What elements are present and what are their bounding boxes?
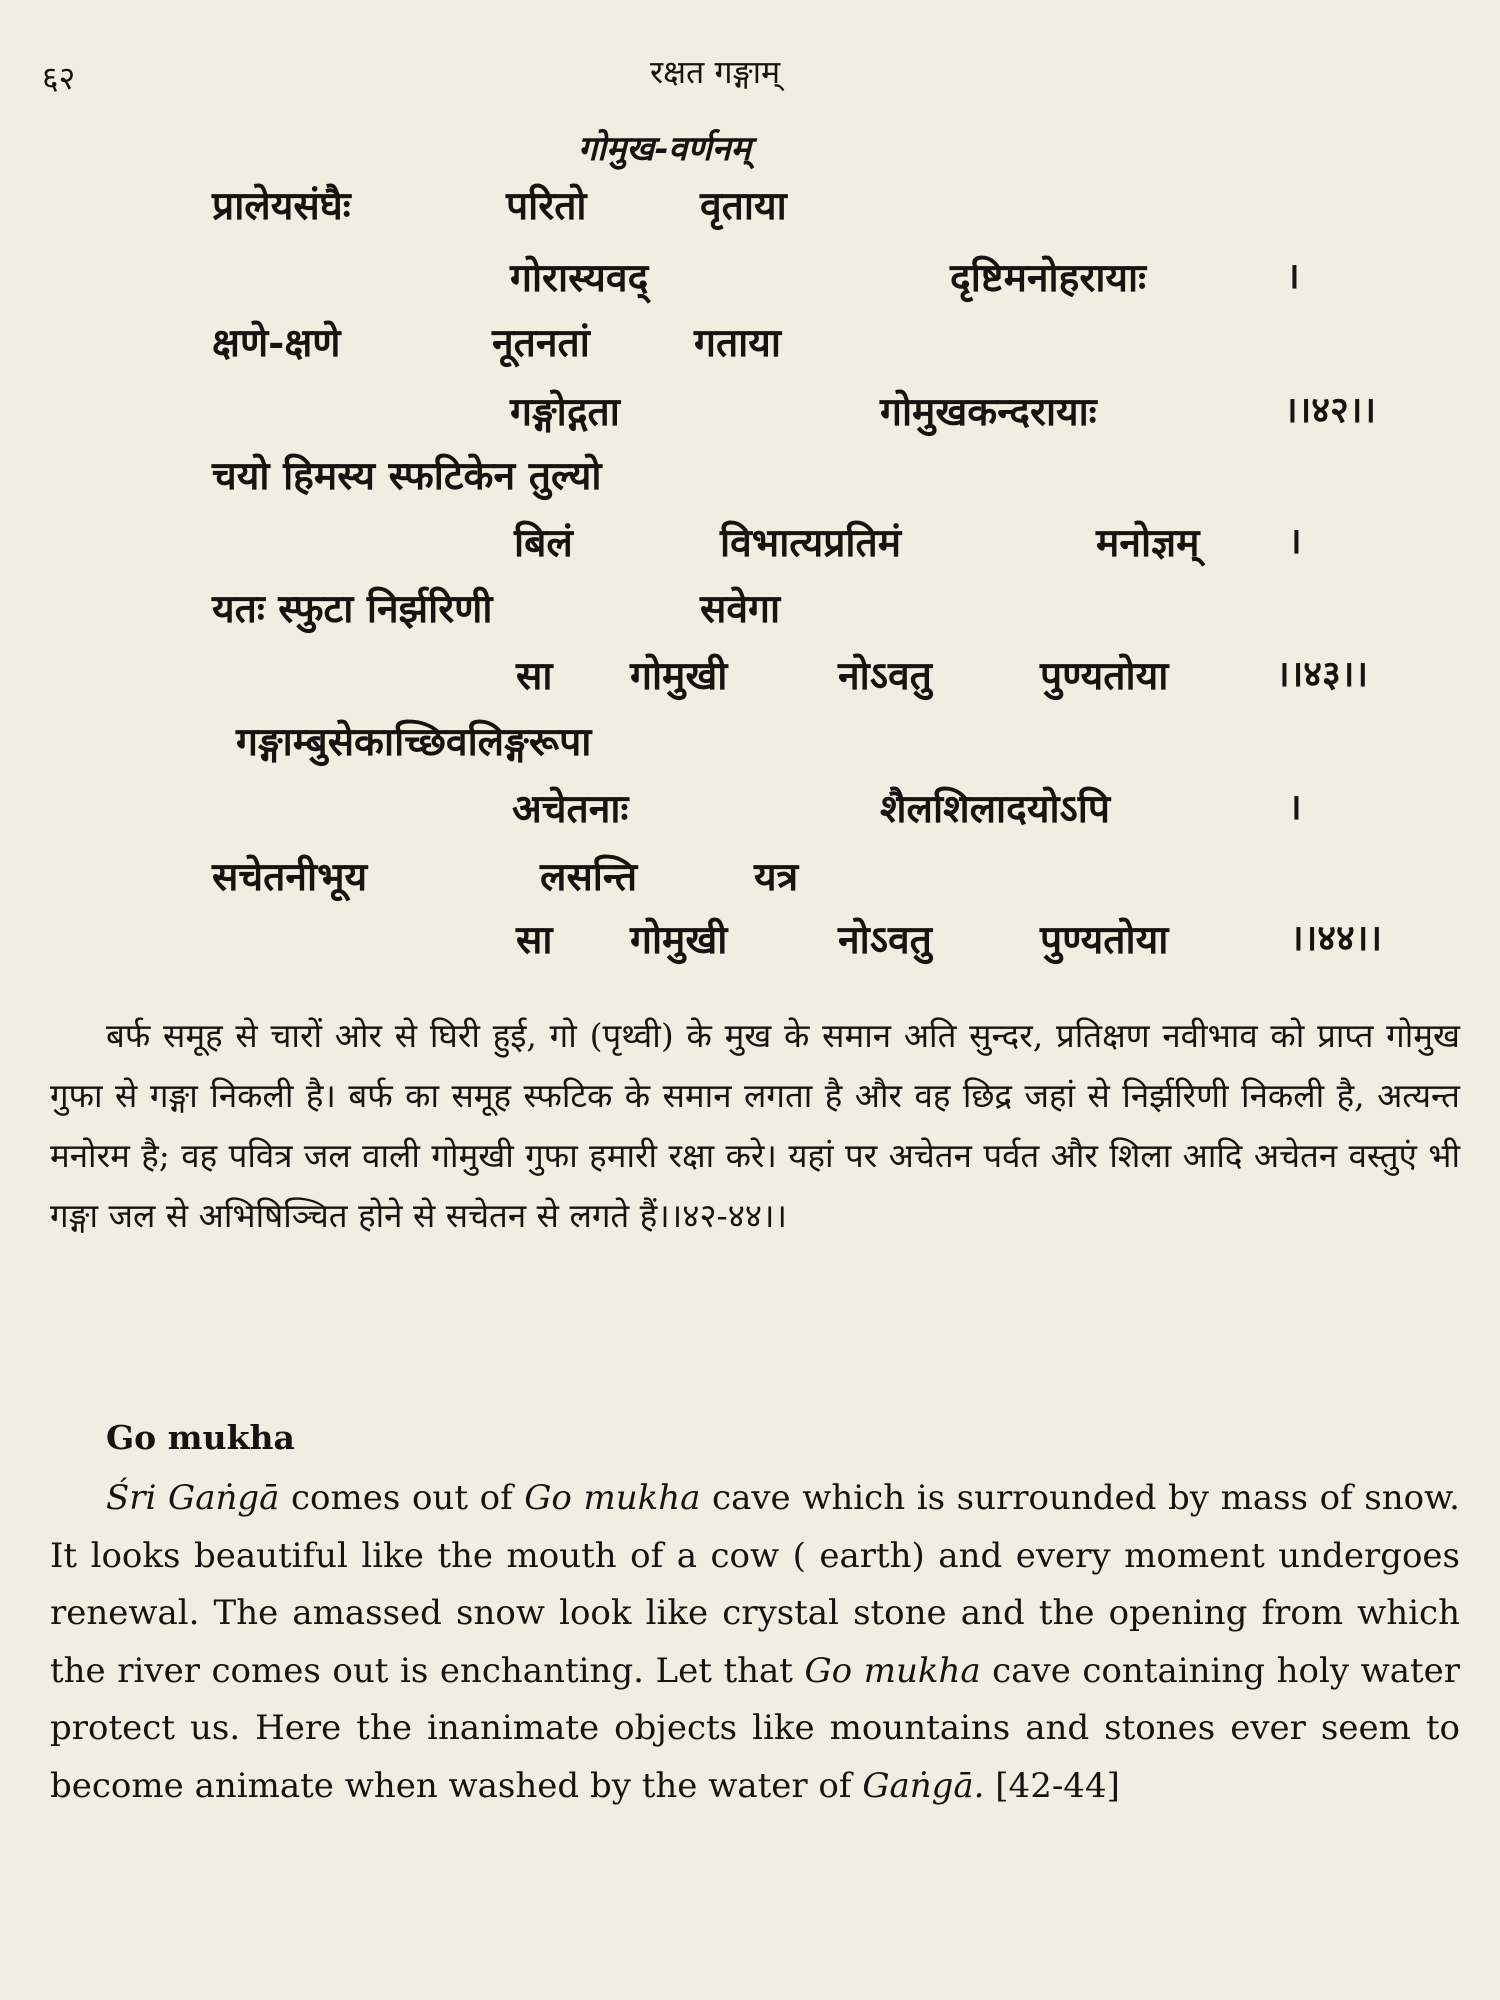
english-paragraph bbox=[50, 1470, 1460, 1815]
section-heading: गोमुख-वर्णनम् bbox=[578, 129, 751, 169]
verse-word: क्षणे-क्षणे bbox=[212, 320, 341, 366]
verse-danda: । bbox=[1288, 786, 1302, 828]
english-heading: Go mukha bbox=[106, 1418, 295, 1457]
verse-danda: । bbox=[1286, 255, 1300, 297]
verse-word: नूतनतां bbox=[492, 320, 590, 366]
verse-word: गङ्गोद्गता bbox=[510, 389, 620, 435]
english-segment: Go mukha bbox=[804, 1650, 981, 1691]
verse-word: प्रालेयसंघैः bbox=[212, 183, 351, 229]
hindi-paragraph: बर्फ समूह से चारों ओर से घिरी हुई, गो (पृथ्वी) के मुख के समान अति सुन्दर, प्रतिक्षण नवीभाव को प्राप्त गोमुख गुफा से गङ्गा निकली है। बर्फ का समूह स्फटिक के समान लगता है और वह छिद्र जहां से निर्झरिणी निकली है, अत्यन्त मनोरम है; वह पवित्र जल वाली गोमुखी गुफा हमारी रक्षा करे। यहां पर अचेतन पर्वत और शिला आदि अचेतन वस्तुएं भी गङ्गा जल से अभिषिञ्चित होने से सचेतन से लगते हैं।।४२-४४।। bbox=[50, 1016, 1460, 1235]
english-segment: cave which is surrounded by mass of snow. It looks beautiful like the mouth of a cow ( earth) and every moment undergoes renewal. The amassed snow look like crystal stone and the opening from which the river comes out is enchanting. Let that bbox=[50, 1478, 1460, 1691]
verse-word: विभात्यप्रतिमं bbox=[720, 520, 902, 566]
verse-number: ।।४२।। bbox=[1284, 389, 1377, 431]
verse-word: दृष्टिमनोहरायाः bbox=[950, 255, 1147, 301]
hindi-translation bbox=[50, 1006, 1460, 1246]
english-segment: comes out of bbox=[279, 1478, 525, 1518]
verse-word: परितो bbox=[506, 183, 587, 229]
verse-word: वृताया bbox=[700, 183, 787, 229]
verse-number: ।।४४।। bbox=[1290, 917, 1383, 959]
verse-word: लसन्ति bbox=[540, 854, 638, 900]
verse-word: गोरास्यवद् bbox=[510, 255, 649, 301]
verse-word: पुण्यतोया bbox=[1040, 917, 1169, 963]
verse-word: यत्र bbox=[754, 854, 799, 900]
verse-word: नोऽवतु bbox=[838, 917, 932, 963]
verse-word: गोमुखी bbox=[630, 917, 728, 963]
verse-word: गोमुखी bbox=[630, 653, 728, 699]
verse-word: मनोज्ञम् bbox=[1096, 520, 1200, 566]
verse-word: गोमुखकन्दरायाः bbox=[880, 389, 1097, 435]
english-translation bbox=[50, 1470, 1460, 1815]
verse-danda: । bbox=[1288, 520, 1302, 562]
verse-number: ।।४३।। bbox=[1276, 653, 1369, 695]
english-segment: Go mukha bbox=[524, 1478, 701, 1518]
verse-word: पुण्यतोया bbox=[1040, 653, 1169, 699]
verse-word: शैलशिलादयोऽपि bbox=[880, 786, 1111, 832]
english-segment: cave containing holy water protect us. Here the inanimate objects like mountains and stones ever seem to become animate when washed by the water of bbox=[50, 1650, 1461, 1806]
english-segment: Gaṅgā. bbox=[862, 1765, 985, 1806]
verse-word: गङ्गाम्बुसेकाच्छिवलिङ्गरूपा bbox=[236, 719, 592, 765]
verse-word: सा bbox=[516, 917, 553, 963]
verse-word: चयो हिमस्य स्फटिकेन तुल्यो bbox=[212, 453, 602, 499]
verse-word: सचेतनीभूय bbox=[212, 854, 368, 900]
page-number: ६२ bbox=[42, 59, 76, 97]
verse-word: नोऽवतु bbox=[838, 653, 932, 699]
english-segment: Śri Gaṅgā bbox=[106, 1478, 280, 1518]
verse-word: सा bbox=[516, 653, 553, 699]
english-segment: [42-44] bbox=[984, 1765, 1120, 1806]
verse-word: सवेगा bbox=[700, 586, 781, 632]
verse-word: गताया bbox=[694, 320, 782, 366]
verse-word: यतः स्फुटा निर्झरिणी bbox=[212, 586, 493, 632]
verse-word: अचेतनाः bbox=[512, 786, 629, 832]
verse-word: बिलं bbox=[514, 520, 573, 566]
running-title: रक्षत गङ्गाम् bbox=[650, 53, 781, 91]
